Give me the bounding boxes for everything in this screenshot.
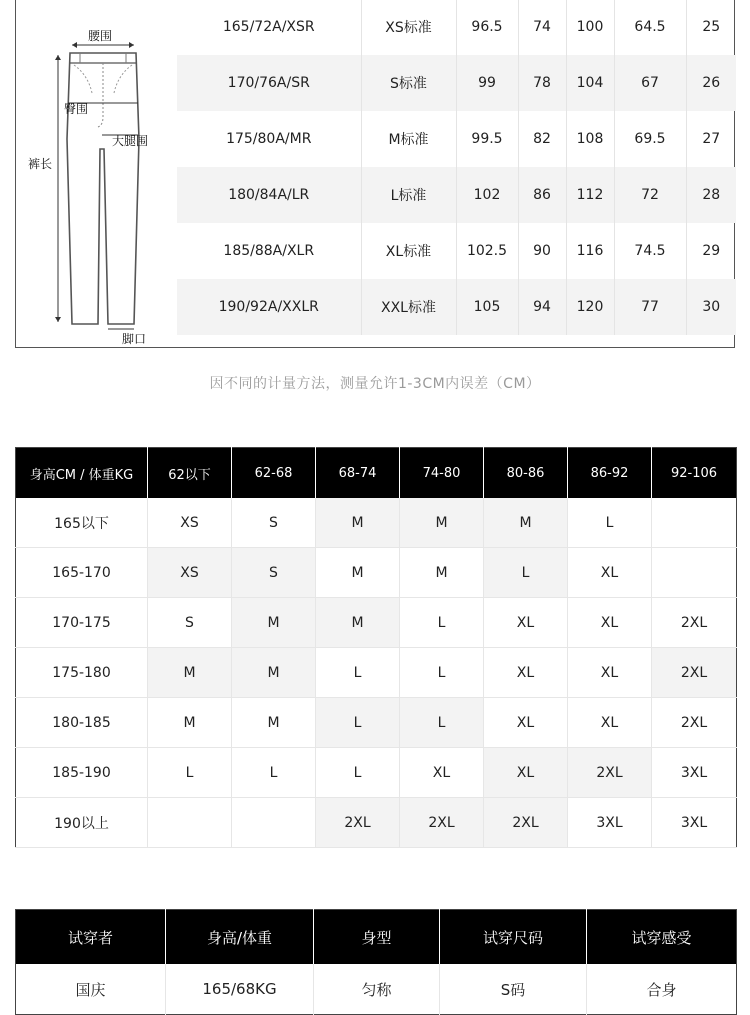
table-cell: XL: [568, 548, 652, 598]
table-cell: 104: [566, 55, 614, 111]
table-row: [177, 223, 736, 279]
table-header: 62-68: [232, 448, 316, 499]
table-cell: 78: [518, 55, 566, 111]
table-cell: 2XL: [652, 648, 737, 698]
table-cell: M: [484, 498, 568, 548]
table-row: [16, 498, 737, 548]
table-header: 试穿者: [16, 910, 166, 965]
table-cell: 90: [518, 223, 566, 279]
table-cell: 82: [518, 111, 566, 167]
table-header: 试穿感受: [587, 910, 737, 965]
table-cell: M: [400, 548, 484, 598]
table-cell: M: [148, 648, 232, 698]
table-cell: [652, 548, 737, 598]
table-cell: L: [316, 648, 400, 698]
table-cell: 185/88A/XLR: [177, 223, 361, 279]
hem-label: 脚口: [122, 332, 147, 346]
table-cell: M: [400, 498, 484, 548]
table-cell: 3XL: [652, 798, 737, 848]
table-cell: 74.5: [614, 223, 686, 279]
table-row: [177, 55, 736, 111]
table-cell: XXL标准: [361, 279, 456, 335]
table-cell: 2XL: [652, 598, 737, 648]
table-row: [16, 548, 737, 598]
pants-illustration: [16, 0, 176, 347]
table-row: [177, 279, 736, 335]
table-cell: XS标准: [361, 0, 456, 55]
table-row: [177, 0, 736, 55]
table-cell: 86: [518, 167, 566, 223]
table-cell: L标准: [361, 167, 456, 223]
table-cell: S: [232, 548, 316, 598]
table-cell: 190以上: [16, 798, 148, 848]
table-cell: 2XL: [316, 798, 400, 848]
table-cell: L: [316, 748, 400, 798]
table-cell: 28: [686, 167, 736, 223]
table-cell: 64.5: [614, 0, 686, 55]
table-cell: 30: [686, 279, 736, 335]
table-cell: S: [232, 498, 316, 548]
table-header-row: [16, 448, 737, 499]
table-cell: S码: [440, 964, 587, 1015]
thigh-label: 大腿围: [112, 134, 149, 148]
table-cell: M: [316, 548, 400, 598]
table-cell: 国庆: [16, 964, 166, 1015]
table-cell: 165/68KG: [166, 964, 314, 1015]
table-cell: 67: [614, 55, 686, 111]
table-cell: XL: [484, 698, 568, 748]
table-header: 身型: [314, 910, 440, 965]
table-cell: 175/80A/MR: [177, 111, 361, 167]
table-cell: L: [484, 548, 568, 598]
table-cell: L: [400, 648, 484, 698]
table-cell: S: [148, 598, 232, 648]
table-cell: 105: [456, 279, 518, 335]
table-cell: 108: [566, 111, 614, 167]
table-cell: 合身: [646, 980, 677, 999]
table-cell: 96.5: [456, 0, 518, 55]
table-header: 92-106: [652, 448, 737, 499]
table-cell: XL: [568, 698, 652, 748]
table-cell: M: [148, 698, 232, 748]
table-cell: 165/72A/XSR: [177, 0, 361, 55]
pants-diagram: [16, 0, 176, 347]
table-cell: L: [400, 698, 484, 748]
table-cell: 185-190: [16, 748, 148, 798]
table-cell: M: [232, 598, 316, 648]
table-cell: 100: [566, 0, 614, 55]
table-cell: 2XL: [568, 748, 652, 798]
table-row: [16, 648, 737, 698]
waist-label: 腰围: [88, 29, 113, 43]
table-cell: 165以下: [16, 498, 148, 548]
table-cell: 27: [702, 131, 721, 147]
table-row: [16, 598, 737, 648]
table-cell: M: [316, 598, 400, 648]
table-cell: 116: [566, 223, 614, 279]
table-cell: L: [400, 598, 484, 648]
measurement-table: [177, 0, 736, 335]
table-cell: 102: [456, 167, 518, 223]
table-header: 身高CM / 体重KG: [16, 448, 148, 499]
table-cell: XL: [568, 598, 652, 648]
table-cell: XL: [568, 648, 652, 698]
table-cell: 77: [614, 279, 686, 335]
fitting-report-table: [15, 909, 737, 1015]
table-cell: L: [316, 698, 400, 748]
table-cell: [232, 798, 316, 848]
table-cell: XL: [484, 648, 568, 698]
table-cell: 3XL: [652, 748, 737, 798]
table-cell: 112: [566, 167, 614, 223]
table-cell: 175-180: [16, 648, 148, 698]
table-cell: 180-185: [16, 698, 148, 748]
table-row: [177, 167, 736, 223]
table-cell: 165-170: [16, 548, 148, 598]
table-cell: XL标准: [361, 223, 456, 279]
table-cell: 94: [518, 279, 566, 335]
table-header: 试穿尺码: [440, 910, 587, 965]
table-cell: L: [568, 498, 652, 548]
table-cell: 180/84A/LR: [177, 167, 361, 223]
table-cell: 72: [614, 167, 686, 223]
table-cell: XL: [400, 748, 484, 798]
table-cell: XS: [148, 548, 232, 598]
table-header: 身高/体重: [166, 910, 314, 965]
table-cell: 190/92A/XXLR: [177, 279, 361, 335]
table-cell: 120: [566, 279, 614, 335]
table-cell: XL: [484, 748, 568, 798]
table-cell: XS: [148, 498, 232, 548]
table-cell: M: [232, 698, 316, 748]
table-cell: 99: [456, 55, 518, 111]
table-cell: 2XL: [484, 798, 568, 848]
measurement-panel: [15, 0, 735, 348]
length-label: 裤长: [28, 157, 53, 171]
table-cell: 3XL: [568, 798, 652, 848]
table-cell: 102.5: [456, 223, 518, 279]
hip-label: 臀围: [64, 102, 89, 116]
table-cell: 170-175: [16, 598, 148, 648]
table-cell: S标准: [361, 55, 456, 111]
table-cell: M标准: [361, 111, 456, 167]
table-cell: M: [232, 648, 316, 698]
table-cell: L: [148, 748, 232, 798]
table-row: [16, 798, 737, 848]
table-cell: XL: [484, 598, 568, 648]
table-row: [16, 964, 737, 1015]
measurement-note: 因不同的计量方法，测量允许1-3CM内误差（CM）: [209, 376, 541, 392]
table-row: [16, 748, 737, 798]
table-cell: L: [232, 748, 316, 798]
table-cell: M: [316, 498, 400, 548]
table-cell: 69.5: [614, 111, 686, 167]
table-row: [16, 698, 737, 748]
table-cell: [148, 798, 232, 848]
table-cell: 29: [702, 243, 721, 259]
table-header: 68-74: [316, 448, 400, 499]
table-cell: 74: [518, 0, 566, 55]
size-recommendation-table: [15, 447, 737, 848]
table-header-row: [16, 910, 737, 965]
table-cell: 25: [702, 19, 721, 35]
table-cell: [652, 498, 737, 548]
table-cell: 170/76A/SR: [177, 55, 361, 111]
table-cell: 2XL: [400, 798, 484, 848]
table-header: 80-86: [484, 448, 568, 499]
table-header: 86-92: [568, 448, 652, 499]
table-cell: 匀称: [314, 964, 440, 1015]
table-cell: 26: [686, 55, 736, 111]
table-cell: 99.5: [456, 111, 518, 167]
table-row: [177, 111, 736, 167]
table-cell: 2XL: [652, 698, 737, 748]
table-header: 62以下: [148, 448, 232, 499]
table-header: 74-80: [400, 448, 484, 499]
